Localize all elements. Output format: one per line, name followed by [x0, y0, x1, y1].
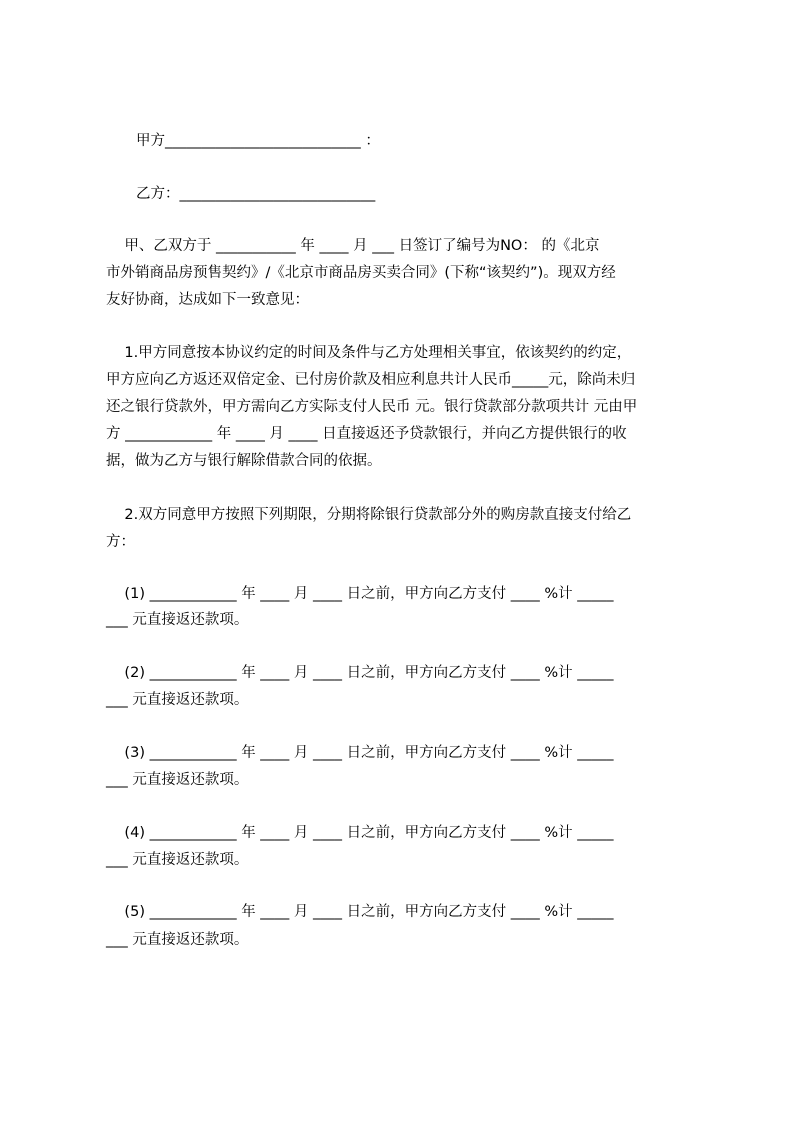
installment-3-line: ___ 元直接返还款项。 — [106, 772, 249, 788]
installment-1-line: ___ 元直接返还款项。 — [106, 612, 249, 628]
clause1-line: 甲方应向乙方返还双倍定金、已付房价款及相应利息共计人民币_____元，除尚未归 — [106, 372, 636, 388]
installment-2-line: ___ 元直接返还款项。 — [106, 692, 249, 708]
clause1-line: 1.甲方同意按本协议约定的时间及条件与乙方处理相关事宜，依该契约的约定， — [106, 345, 632, 361]
clause1-line: 还之银行贷款外，甲方需向乙方实际支付人民币 元。银行贷款部分款项共计 元由甲 — [106, 399, 638, 415]
clause1-line: 方 ____________ 年 ____ 月 ____ 日直接返还予贷款银行，并向乙方提供银行的收 — [106, 426, 627, 442]
installment-2-line: (2) ____________ 年 ____ 月 ____ 日之前，甲方向乙方支付 ____ %计 _____ — [106, 665, 614, 681]
installment-4-line: (4) ____________ 年 ____ 月 ____ 日之前，甲方向乙方支付 ____ %计 _____ — [106, 825, 614, 841]
intro-line: 甲、乙双方于 ___________ 年 ____ 月 ___ 日签订了编号为NO： 的《北京 — [106, 238, 600, 254]
clause2-line: 2.双方同意甲方按照下列期限，分期将除银行贷款部分外的购房款直接支付给乙 — [106, 507, 632, 523]
installment-1-line: (1) ____________ 年 ____ 月 ____ 日之前，甲方向乙方支付 ____ %计 _____ — [106, 586, 614, 602]
intro-line: 市外销商品房预售契约》/《北京市商品房买卖合同》(下称“该契约”)。现双方经 — [106, 265, 616, 281]
party-b-line: 乙方：___________________________ — [136, 186, 376, 202]
installment-4-line: ___ 元直接返还款项。 — [106, 852, 249, 868]
party-a-line: 甲方___________________________ ： — [136, 133, 380, 149]
installment-5-line: (5) ____________ 年 ____ 月 ____ 日之前，甲方向乙方支付 ____ %计 _____ — [106, 904, 614, 920]
clause2-line: 方： — [106, 534, 135, 550]
clause1-line: 据，做为乙方与银行解除借款合同的依据。 — [106, 453, 382, 469]
installment-3-line: (3) ____________ 年 ____ 月 ____ 日之前，甲方向乙方支付 ____ %计 _____ — [106, 745, 614, 761]
intro-line: 友好协商，达成如下一致意见： — [106, 292, 309, 308]
installment-5-line: ___ 元直接返还款项。 — [106, 932, 249, 948]
